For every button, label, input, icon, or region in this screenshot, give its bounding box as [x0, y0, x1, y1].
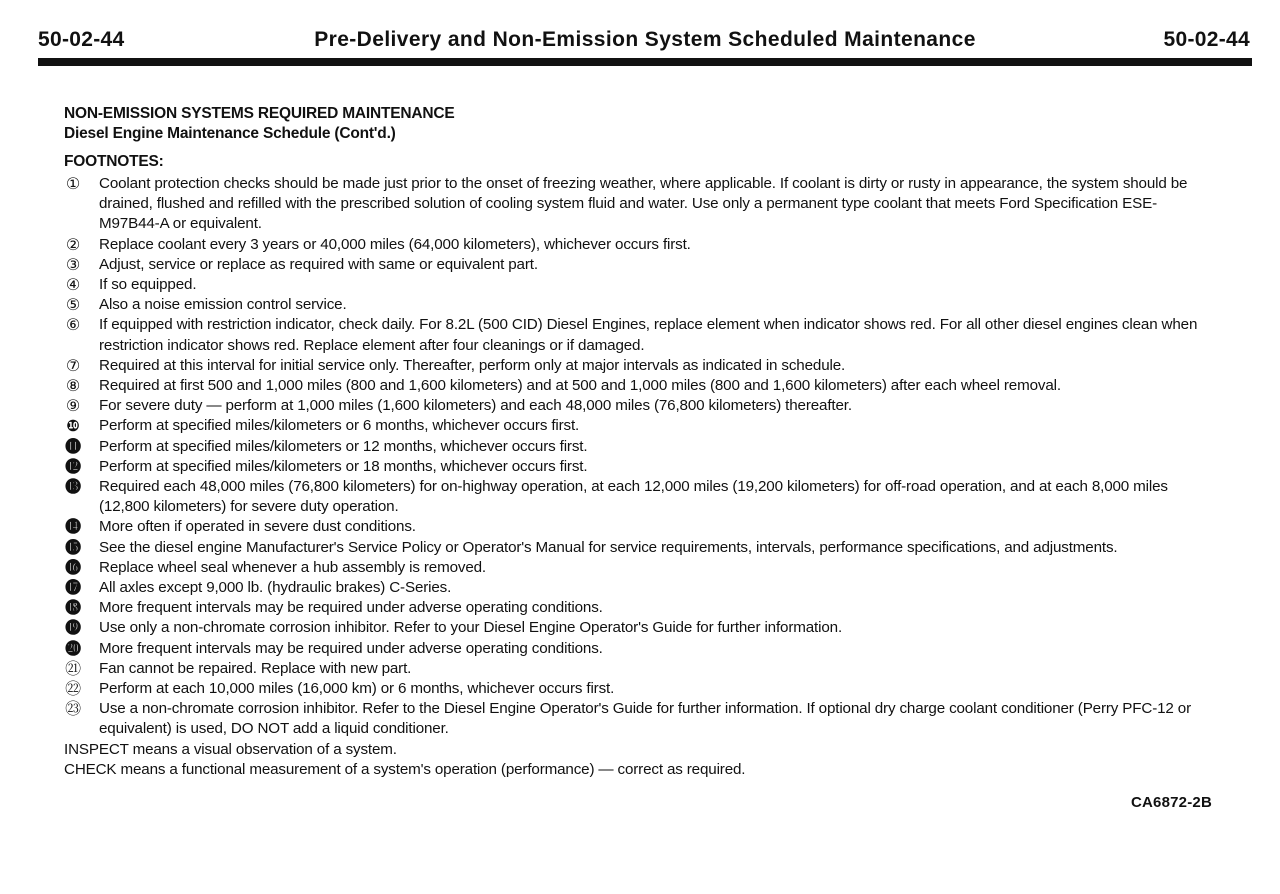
footnote-item	[64, 255, 1216, 275]
footnote-item	[64, 578, 1216, 598]
page-number-left: 50-02-44	[38, 28, 125, 51]
footnote-marker: ③	[65, 254, 81, 274]
footnote-item	[64, 416, 1216, 436]
footnote-marker: ①	[65, 174, 81, 193]
footnote-marker: ❿	[66, 416, 80, 436]
definition-inspect: INSPECT means a visual observation of a system.	[64, 740, 397, 758]
footnote-item	[64, 477, 1216, 517]
footnote-marker: ⑦	[65, 355, 81, 375]
footnote-item	[64, 356, 1216, 376]
footnote-text: Use a non-chromate corrosion inhibitor. Refer to the Diesel Engine Operator's Guide for further information. If optional dry charge coolant conditioner (Perry PFC-12 or equivalent) is used, DO NOT add a liquid conditioner.	[99, 700, 1191, 738]
footnote-marker: ⓲	[65, 598, 81, 618]
footnote-marker: ⓯	[65, 537, 81, 557]
footnote-item	[64, 517, 1216, 537]
footnote-item	[64, 457, 1216, 477]
footnote-item	[64, 618, 1216, 638]
footnote-item	[64, 679, 1216, 699]
footnote-item	[64, 275, 1216, 295]
footnote-item	[64, 376, 1216, 396]
footnote-item	[64, 659, 1216, 679]
footnote-text: If so equipped.	[99, 276, 197, 294]
footnote-text: Perform at specified miles/kilometers or 18 months, whichever occurs first.	[99, 457, 588, 475]
footnote-marker: ㉓	[65, 699, 81, 719]
footnote-text: See the diesel engine Manufacturer's Service Policy or Operator's Manual for service requirements, intervals, performance specifications, and adjustments.	[99, 538, 1118, 556]
footnote-item	[64, 315, 1216, 355]
document-code: CA6872-2B	[1130, 794, 1212, 811]
footnote-marker: ⑥	[65, 315, 81, 335]
footnote-marker: ⓫	[65, 436, 81, 456]
footnote-text: More often if operated in severe dust conditions.	[99, 518, 416, 536]
footnote-text: Required at this interval for initial service only. Thereafter, perform only at major intervals as indicated in schedule.	[99, 356, 846, 374]
footnote-text: Perform at each 10,000 miles (16,000 km) or 6 months, whichever occurs first.	[99, 680, 615, 698]
footnote-text: Perform at specified miles/kilometers or 6 months, whichever occurs first.	[99, 417, 580, 435]
content-body	[64, 104, 1216, 780]
section-title: NON-EMISSION SYSTEMS REQUIRED MAINTENANCE	[64, 105, 455, 122]
footnote-marker: ⓱	[65, 578, 81, 598]
footnote-text: More frequent intervals may be required under adverse operating conditions.	[99, 599, 603, 617]
footnote-marker: ⓭	[65, 477, 81, 497]
footnote-item	[64, 396, 1216, 416]
footnote-marker: ④	[65, 275, 81, 295]
footnote-text: Use only a non-chromate corrosion inhibitor. Refer to your Diesel Engine Operator's Guide for further information.	[99, 619, 843, 637]
footnote-item	[64, 699, 1216, 739]
footnote-item	[64, 538, 1216, 558]
footnote-text: Fan cannot be repaired. Replace with new part.	[99, 659, 412, 677]
footnote-text: For severe duty — perform at 1,000 miles (1,600 kilometers) and each 48,000 miles (76,800 kilometers) thereafter.	[99, 397, 852, 415]
footnote-marker: ⓮	[65, 517, 81, 537]
footnote-marker: ㉑	[65, 658, 81, 678]
footnote-text: Required at first 500 and 1,000 miles (800 and 1,600 kilometers) and at 500 and 1,000 miles (800 and 1,600 kilometers) after each wheel removal.	[99, 377, 1061, 395]
footnote-item	[64, 235, 1216, 255]
footnote-text: Perform at specified miles/kilometers or 12 months, whichever occurs first.	[99, 437, 588, 455]
footnote-marker: ⑤	[65, 295, 81, 315]
footnotes-heading: FOOTNOTES:	[64, 153, 164, 170]
footnote-marker: ⑨	[65, 396, 81, 416]
footnote-marker: ⓰	[65, 557, 81, 577]
footnote-marker: ⓴	[65, 638, 81, 658]
section-subtitle: Diesel Engine Maintenance Schedule (Cont'd.)	[64, 125, 396, 142]
footnote-item	[64, 295, 1216, 315]
footnote-text: All axles except 9,000 lb. (hydraulic brakes) C-Series.	[99, 579, 452, 597]
footnote-text: If equipped with restriction indicator, check daily. For 8.2L (500 CID) Diesel Engines, replace element when indicator shows red. For all other diesel engines clean when restriction indicator shows red. Replace element after four cleanings or if damaged.	[99, 316, 1198, 354]
footnote-item	[64, 598, 1216, 618]
footnote-marker: ⓳	[65, 618, 81, 638]
footnote-marker: ⓬	[65, 456, 81, 476]
page-title: Pre-Delivery and Non-Emission System Scheduled Maintenance	[314, 28, 976, 51]
footnote-marker: ⑧	[65, 376, 81, 396]
footnote-item	[64, 558, 1216, 578]
footnote-text: Coolant protection checks should be made just prior to the onset of freezing weather, where applicable. If coolant is dirty or rusty in appearance, the system should be drained, flushed and refilled with the prescribed solution of cooling system fluid and water. Use only a permanent type coolant that meets Ford Specification ESE-M97B44-A or equivalent.	[99, 175, 1188, 233]
footnote-text: More frequent intervals may be required under adverse operating conditions.	[99, 639, 603, 657]
footnote-text: Replace coolant every 3 years or 40,000 miles (64,000 kilometers), whichever occurs first.	[99, 235, 691, 253]
footnote-item	[64, 174, 1216, 235]
footnote-text: Replace wheel seal whenever a hub assembly is removed.	[99, 558, 486, 576]
footnote-marker: ②	[65, 234, 81, 254]
header-rule	[38, 58, 1252, 66]
footnote-item	[64, 437, 1216, 457]
footnote-text: Adjust, service or replace as required with same or equivalent part.	[99, 255, 538, 273]
page-number-right: 50-02-44	[1163, 28, 1250, 51]
footnote-item	[64, 639, 1216, 659]
footnote-list	[64, 174, 1216, 740]
page-header	[38, 24, 1252, 60]
definition-check: CHECK means a functional measurement of a system's operation (performance) — correct as required.	[64, 760, 746, 778]
footnote-text: Also a noise emission control service.	[99, 296, 347, 314]
footnote-marker: ㉒	[65, 679, 81, 699]
footnote-text: Required each 48,000 miles (76,800 kilometers) for on-highway operation, at each 12,000 miles (19,200 kilometers) for off-road operation, and at each 8,000 miles (12,800 kilometers) for severe duty operation.	[99, 478, 1168, 516]
